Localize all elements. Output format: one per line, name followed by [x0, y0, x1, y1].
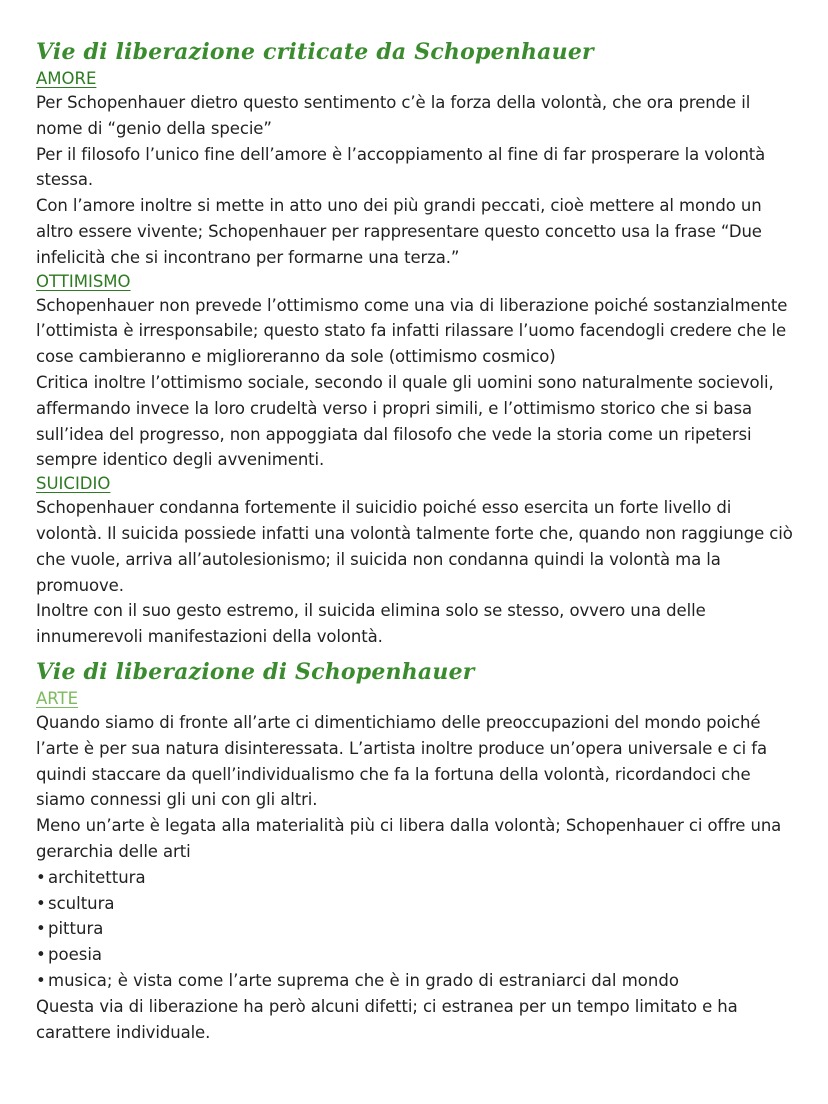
subheading-ottimismo: OTTIMISMO — [36, 271, 131, 291]
bullet-icon: • — [36, 867, 46, 887]
paragraph: Quando siamo di fronte all’arte ci dimentichiamo delle preoccupazioni del mondo poiché l’arte è per sua natura disinteressata. L’artista inoltre produce un’opera universale e ci fa quindi staccare da quell’individualismo che fa la fortuna della volontà, ricordandoci che siamo connessi gli uni con gli altri. — [36, 712, 767, 810]
arts-hierarchy-list — [36, 865, 798, 994]
paragraph: Critica inoltre l’ottimismo sociale, secondo il quale gli uomini sono naturalmente socievoli, affermando invece la loro crudeltà verso i propri simili, e l’ottimismo storico che si basa sull’idea del progresso, non appoggiata dal filosofo che vede la storia come un ripetersi sempre identico degli avvenimenti. — [36, 372, 774, 470]
subsection-suicidio — [36, 473, 798, 650]
paragraph: Con l’amore inoltre si mette in atto uno dei più grandi peccati, cioè mettere al mondo un altro essere vivente; Schopenhauer per rappresentare questo concetto usa la frase “Due infelicità che si incontrano per formarne una terza.” — [36, 196, 762, 267]
subheading-arte: ARTE — [36, 688, 79, 708]
paragraph: Per il filosofo l’unico fine dell’amore è l’accoppiamento al fine di far prosperare la volontà stessa. — [36, 144, 766, 190]
bullet-icon: • — [36, 893, 46, 913]
section-heading-vie-di-liberazione: Vie di liberazione di Schopenhauer — [36, 658, 475, 685]
bullet-icon: • — [36, 945, 46, 965]
paragraph: Inoltre con il suo gesto estremo, il suicida elimina solo se stesso, ovvero una delle innumerevoli manifestazioni della volontà. — [36, 601, 706, 647]
paragraph-closing: Questa via di liberazione ha però alcuni difetti; ci estranea per un tempo limitato e ha carattere individuale. — [36, 996, 738, 1042]
subheading-suicidio: SUICIDIO — [36, 474, 111, 494]
list-item: • musica; è vista come l’arte suprema che è in grado di estraniarci dal mondo — [36, 968, 798, 994]
list-item: • poesia — [36, 942, 798, 968]
bullet-icon: • — [36, 970, 46, 990]
subsection-arte — [36, 688, 798, 1045]
paragraph: Schopenhauer non prevede l’ottimismo come una via di liberazione poiché sostanzialmente l’ottimista è irresponsabile; questo stato fa infatti rilassare l’uomo facendogli credere che le cose cambieranno e miglioreranno da sole (ottimismo cosmico) — [36, 295, 788, 367]
list-item: • architettura — [36, 865, 798, 891]
list-item: • pittura — [36, 916, 798, 942]
paragraph: Per Schopenhauer dietro questo sentimento c’è la forza della volontà, che ora prende il nome di “genio della specie” — [36, 93, 751, 138]
paragraph: Meno un’arte è legata alla materialità più ci libera dalla volontà; Schopenhauer ci offre una gerarchia delle arti — [36, 816, 782, 861]
subsection-amore — [36, 68, 798, 271]
bullet-icon: • — [36, 919, 46, 939]
list-item: • scultura — [36, 891, 798, 917]
paragraph: Schopenhauer condanna fortemente il suicidio poiché esso esercita un forte livello di volontà. Il suicida possiede infatti una volontà talmente forte che, quando non raggiunge ciò che vuole, arriva all’autolesionismo; il suicida non condanna quindi la volontà ma la promuove. — [36, 498, 793, 595]
section-heading-criticate: Vie di liberazione criticate da Schopenhauer — [36, 39, 594, 65]
subheading-amore: AMORE — [36, 69, 97, 88]
subsection-ottimismo — [36, 271, 798, 474]
